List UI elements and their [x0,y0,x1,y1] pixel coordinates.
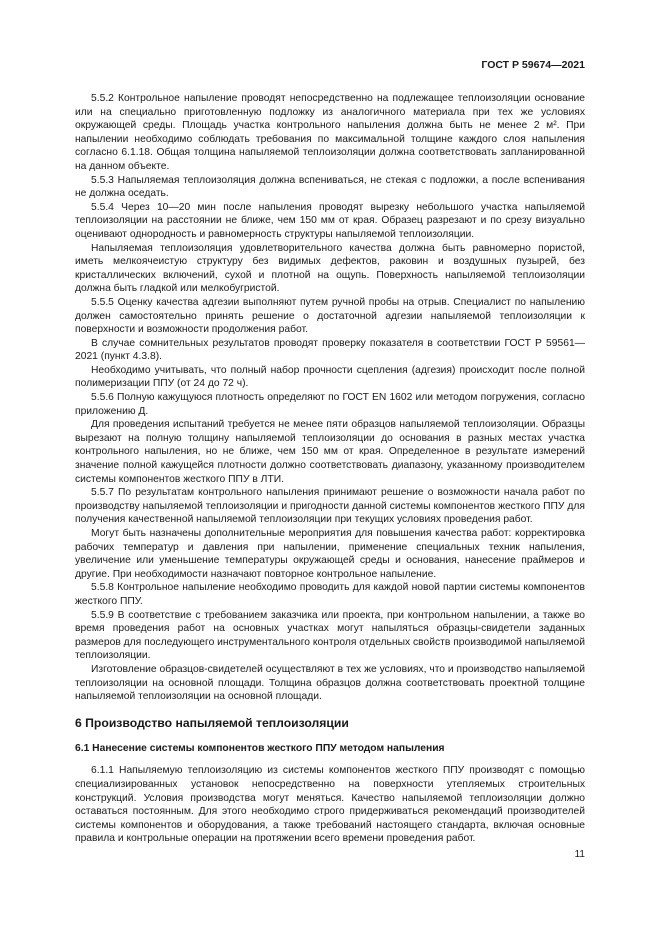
paragraph: 6.1.1 Напыляемую теплоизоляцию из системы компонентов жесткого ППУ производят с помощью специализированных установок непосредственно на поверхности утепляемых строительных конструкций. Условия производства могут меняться. Качество напыляемой теплоизоляции должно оставаться постоянным. Для этого необходимо строго придерживаться рекомендаций производителей системы компонентов и оборудования, а также требований настоящего стандарта, включая основные правила и контрольные операции на протяжении всего времени проведения работ. [75,765,585,845]
paragraph: Необходимо учитывать, что полный набор прочности сцепления (адгезия) происходит после полной полимеризации ППУ (от 24 до 72 ч). [75,364,585,390]
paragraph: 5.5.4 Через 10—20 мин после напыления проводят вырезку небольшого участка напыляемой теплоизоляции на расстоянии не ближе, чем 150 мм от края. Образец разрезают и по срезу визуально оценивают однородность и равномерность структуры напыляемой теплоизоляции. [75,201,585,240]
subsection-title: 6.1 Нанесение системы компонентов жесткого ППУ методом напыления [75,742,445,754]
paragraph: 5.5.9 В соответствие с требованием заказчика или проекта, при контрольном напылении, а также во время проведения работ на основных участках могут напыляться образцы-свидетели заданных размеров для последующего инструментального контроля отдельных свойств производимой напыляемой теплоизоляции. [75,609,585,662]
doc-code-header: ГОСТ Р 59674—2021 [481,59,585,71]
paragraph: 5.5.2 Контрольное напыление проводят непосредственно на подлежащее теплоизоляции основание или на специально приготовленную подложку из аналогичного материала при тех же условиях окружающей среды. Площадь участка контрольного напыления должна быть не менее 2 м². При напылении необходимо соблюдать требования по максимальной толщине каждого слоя напыления согласно 6.1.18. Общая толщина напыляемой теплоизоляции должна соответствовать запланированной на данном объекте. [75,93,585,172]
paragraph: В случае сомнительных результатов проводят проверку показателя в соответствии ГОСТ Р 59561—2021 (пункт 4.3.8). [75,337,585,363]
paragraph: 5.5.5 Оценку качества адгезии выполняют путем ручной пробы на отрыв. Специалист по напылению должен самостоятельно принять решение о достаточной адгезии напыляемой теплоизоляции к поверхности и возможности продолжения работ. [75,296,585,336]
paragraph: 5.5.8 Контрольное напыление необходимо проводить для каждой новой партии системы компонентов жесткого ППУ. [75,582,585,607]
section-title: 6 Производство напыляемой теплоизоляции [75,715,349,730]
paragraph: 5.5.3 Напыляемая теплоизоляция должна вспениваться, не стекая с подложки, а после вспенивания не должна оседать. [75,174,585,200]
page-number: 11 [574,849,585,860]
paragraph: 5.5.6 Полную кажущуюся плотность определяют по ГОСТ EN 1602 или методом погружения, согласно приложению Д. [75,392,585,417]
paragraph: Изготовление образцов-свидетелей осуществляют в тех же условиях, что и производство напыляемой теплоизоляции на основной площади. Толщина образцов должна соответствовать проектной толщине напыляемой теплоизоляции на основной площади. [75,663,585,703]
page-content [75,92,585,846]
paragraph: Для проведения испытаний требуется не менее пяти образцов напыляемой теплоизоляции. Образцы вырезают на полную толщину напыляемой теплоизоляции до основания в разных местах участка контрольного напыления, но не ближе, чем 150 мм от края. Определенное в результате измерений значение полной кажущейся плотности должно соответствовать диапазону, указанному производителем системы компонентов жесткого ППУ в ЛТИ. [75,419,585,485]
paragraph: Напыляемая теплоизоляция удовлетворительного качества должна быть равномерно пористой, иметь мелкоячеистую структуру без видимых дефектов, раковин и воздушных пузырей, без кристаллических включений, сухой и плотной на ощупь. Поверхность напыляемой теплоизоляции должна быть гладкой или мелкобугристой. [75,242,585,295]
paragraph: 5.5.7 По результатам контрольного напыления принимают решение о возможности начала работ по производству напыляемой теплоизоляции и пригодности данной системы компонентов жесткого ППУ для получения качественной напыляемой теплоизоляции при текущих условиях проведения работ. [75,487,585,526]
paragraph: Могут быть назначены дополнительные мероприятия для повышения качества работ: корректировка рабочих температур и давления при напылении, применение специальных техник напыления, увеличение или уменьшение температуры окружающей среды и основания, нанесение праймеров и другие. При необходимости назначают повторное контрольное напыление. [75,528,585,580]
